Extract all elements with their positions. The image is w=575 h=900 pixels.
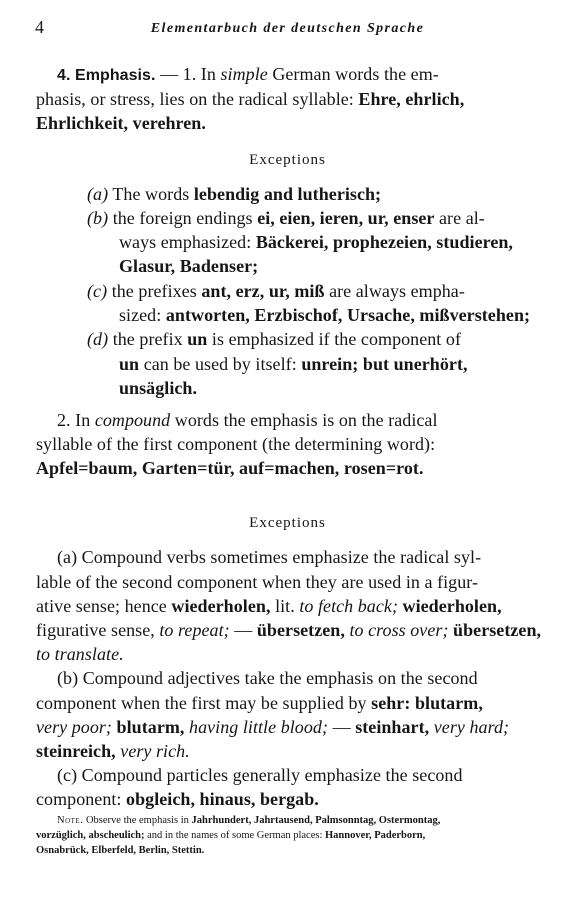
list2-item-a-l4: figurative sense, to repeat; — übersetzen, to cross over; übersetzen, — [36, 620, 542, 640]
list2-item-b-l4: steinreich, very rich. — [36, 741, 190, 761]
list2-item-c-l2: component: obgleich, hinaus, bergab. — [36, 789, 319, 809]
list2-item-a-l2: lable of the second component when they are used in a figur- — [36, 572, 478, 592]
list1-item-b-line2: ways emphasized: Bäckerei, prophezeien, studieren, — [119, 232, 513, 252]
note-line3: Osnabrück, Elberfeld, Berlin, Stettin. — [36, 845, 205, 856]
section4-line3: Ehrlichkeit, verehren. — [36, 113, 206, 133]
section4-line1: 4. Emphasis. — 1. In simple German words the em- — [57, 64, 439, 84]
note-line2: vorzüglich, abscheulich; and in the names of some German places: Hannover, Paderborn, — [36, 830, 426, 841]
note-label: Note. — [57, 815, 84, 826]
section4-line2: phasis, or stress, lies on the radical syllable: Ehre, ehrlich, — [36, 89, 465, 109]
list2-item-c-l1: (c) Compound particles generally emphasize the second — [57, 765, 463, 785]
list2-item-a-l5: to translate. — [36, 644, 124, 664]
list2-item-b-l2: component when the first may be supplied by sehr: blutarm, — [36, 693, 483, 713]
list1-item-d-line3: unsäglich. — [119, 378, 198, 398]
list1-item-d: (d) the prefix un is emphasized if the component of — [87, 329, 462, 349]
list2-item-a-l1: (a) Compound verbs sometimes emphasize the radical syl- — [57, 547, 482, 567]
list1-item-b-line3: Glasur, Badenser; — [119, 256, 259, 276]
page-number: 4 — [35, 17, 44, 37]
list1-item-b: (b) the foreign endings ei, eien, ieren, ur, enser are al- — [87, 208, 485, 228]
exceptions-heading-2: Exceptions — [249, 515, 326, 531]
section2-line2: syllable of the first component (the determining word): — [36, 434, 436, 454]
list2-item-a-l3: ative sense; hence wiederholen, lit. to fetch back; wiederholen, — [36, 596, 502, 616]
list1-item-c-line2: sized: antworten, Erzbischof, Ursache, mißverstehen; — [119, 305, 531, 325]
list2-item-b-l3: very poor; blutarm, having little blood; — steinhart, very hard; — [36, 717, 510, 737]
list1-item-a: (a) The words lebendig and lutherisch; — [87, 184, 382, 204]
exceptions-heading-1: Exceptions — [249, 152, 326, 168]
section2-line3: Apfel=baum, Garten=tür, auf=machen, rosen=rot. — [36, 458, 424, 478]
running-title: Elementarbuch der deutschen Sprache — [150, 21, 425, 36]
list2-item-b-l1: (b) Compound adjectives take the emphasis on the second — [57, 668, 478, 688]
note-line1: Note. Observe the emphasis in Jahrhundert, Jahrtausend, Palmsonntag, Ostermontag, — [57, 815, 441, 826]
list1-item-d-line2: un can be used by itself: unrein; but unerhört, — [119, 354, 468, 374]
section2-line1: 2. In compound words the emphasis is on the radical — [57, 410, 438, 430]
section4-heading: Emphasis. — [75, 67, 156, 84]
list1-item-c: (c) the prefixes ant, erz, ur, miß are always empha- — [87, 281, 465, 301]
